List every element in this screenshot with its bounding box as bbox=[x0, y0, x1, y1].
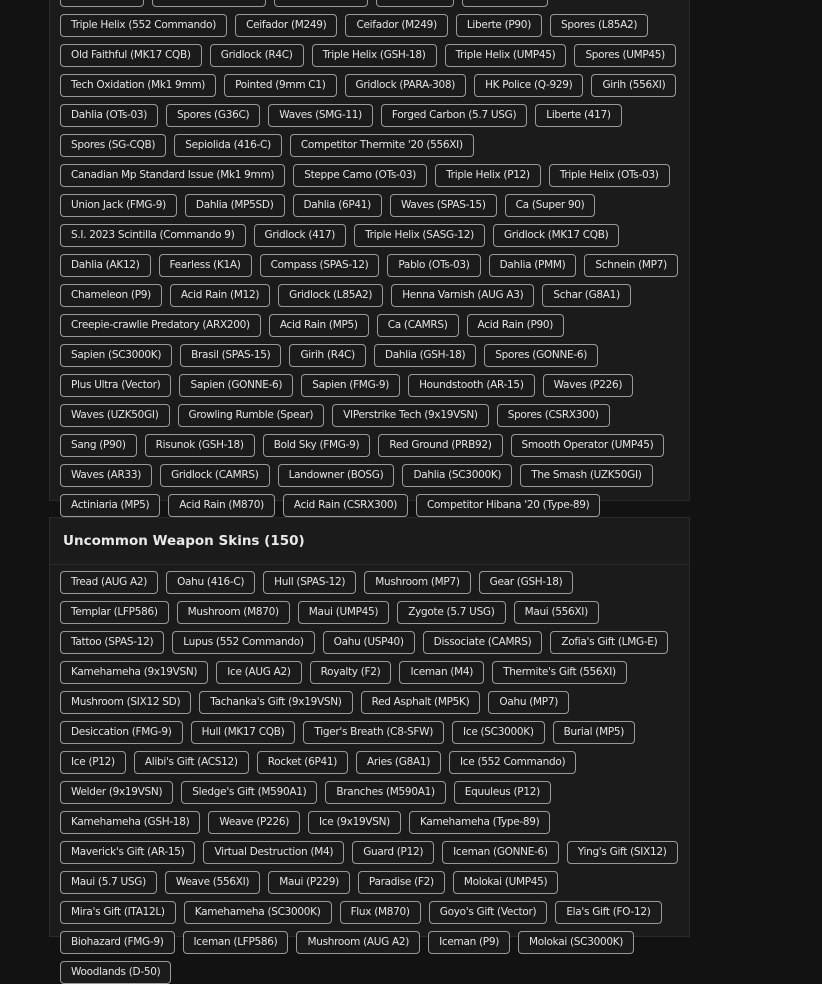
skin-chip[interactable]: Triple Helix (OTs-03) bbox=[549, 164, 670, 187]
skin-chip[interactable]: Woodlands (D-50) bbox=[60, 961, 171, 984]
skin-chip[interactable]: The Smash (UZK50GI) bbox=[520, 464, 652, 487]
skin-chip[interactable]: Mushroom (MP7) bbox=[364, 571, 470, 594]
skin-chip[interactable]: Iceman (GONNE-6) bbox=[442, 841, 559, 864]
skin-chip[interactable]: Bold Sky (FMG-9) bbox=[263, 434, 371, 457]
skin-chip[interactable]: Spores (SG-CQB) bbox=[60, 134, 166, 157]
skin-chip[interactable]: Liberte (P90) bbox=[456, 14, 542, 37]
skin-chip[interactable]: Sepiolida (416-C) bbox=[174, 134, 282, 157]
skin-chip[interactable]: Tachanka's Gift (9x19VSN) bbox=[199, 691, 352, 714]
skin-chip[interactable]: Welder (9x19VSN) bbox=[60, 781, 173, 804]
skin-chip[interactable]: Dahlia (GSH-18) bbox=[374, 344, 476, 367]
skin-chip[interactable]: Gridlock (R4C) bbox=[210, 44, 304, 67]
skin-chip[interactable]: Landowner (BOSG) bbox=[278, 464, 395, 487]
skin-chip[interactable]: Maverick's Gift (AR-15) bbox=[60, 841, 195, 864]
skin-chip[interactable]: Kamehameha (9x19VSN) bbox=[60, 661, 208, 684]
skin-chip[interactable]: Ca (CAMRS) bbox=[377, 314, 459, 337]
skin-chip[interactable]: Zofia's Gift (LMG-E) bbox=[550, 631, 668, 654]
skin-chip[interactable]: Pointed (9mm C1) bbox=[224, 74, 336, 97]
skin-chip[interactable]: Rocket (6P41) bbox=[257, 751, 348, 774]
skin-chip[interactable]: Chameleon (P9) bbox=[60, 284, 162, 307]
skin-chip[interactable]: Maui (5.7 USG) bbox=[60, 871, 157, 894]
skin-chip[interactable]: Waves (SPAS-15) bbox=[390, 194, 497, 217]
skin-chip[interactable]: Spores (G36C) bbox=[166, 104, 260, 127]
skin-chip[interactable]: Waves (SMG-11) bbox=[268, 104, 373, 127]
skin-chip[interactable]: Virtual Destruction (M4) bbox=[203, 841, 344, 864]
skin-chip[interactable]: Maui (UMP45) bbox=[298, 601, 389, 624]
skin-chip[interactable]: Mushroom (SIX12 SD) bbox=[60, 691, 191, 714]
skin-chip[interactable]: Union Jack (FMG-9) bbox=[60, 194, 177, 217]
skin-chip[interactable]: Tattoo (SPAS-12) bbox=[60, 631, 164, 654]
skin-chip[interactable]: Sapien (GONNE-6) bbox=[179, 374, 293, 397]
skin-chip[interactable]: Dahlia (AK12) bbox=[60, 254, 151, 277]
skin-chip[interactable]: Ying's Gift (SIX12) bbox=[567, 841, 678, 864]
skin-chip[interactable]: Forged Carbon (5.7 USG) bbox=[381, 104, 527, 127]
skin-chip[interactable]: VIPerstrike Tech (9x19VSN) bbox=[332, 404, 489, 427]
skin-chip[interactable]: Oahu (MP7) bbox=[488, 691, 569, 714]
skin-chip[interactable]: Sapien (FMG-9) bbox=[301, 374, 400, 397]
skin-chip[interactable]: Schnein (MP7) bbox=[584, 254, 677, 277]
skin-chip[interactable]: Waves (UZK50GI) bbox=[60, 404, 170, 427]
skin-chip[interactable]: Zygote (5.7 USG) bbox=[397, 601, 505, 624]
skin-chip[interactable]: Kamehameha (GSH-18) bbox=[60, 811, 200, 834]
skin-chip[interactable]: Triple Helix (SASG-12) bbox=[354, 224, 485, 247]
skin-chip[interactable]: Acid Rain (CSRX300) bbox=[283, 494, 408, 517]
skin-chip[interactable]: Sang (P90) bbox=[60, 434, 137, 457]
skin-chip[interactable] bbox=[462, 0, 548, 7]
skin-chip[interactable]: Ice (SC3000K) bbox=[452, 721, 545, 744]
skin-chip[interactable]: S.I. 2023 Scintilla (Commando 9) bbox=[60, 224, 246, 247]
skin-chip[interactable]: Acid Rain (M12) bbox=[170, 284, 270, 307]
skin-chip[interactable]: Oahu (416-C) bbox=[166, 571, 255, 594]
skin-chip[interactable]: Mushroom (AUG A2) bbox=[296, 931, 420, 954]
skin-chip[interactable]: Branches (M590A1) bbox=[325, 781, 445, 804]
skin-chip[interactable]: Biohazard (FMG-9) bbox=[60, 931, 175, 954]
skin-chip[interactable]: Ice (AUG A2) bbox=[216, 661, 301, 684]
skin-chip[interactable]: Weave (556XI) bbox=[165, 871, 260, 894]
skin-chip[interactable]: Compass (SPAS-12) bbox=[260, 254, 380, 277]
skin-chip[interactable]: Risunok (GSH-18) bbox=[145, 434, 255, 457]
skin-chip[interactable]: Dahlia (OTs-03) bbox=[60, 104, 158, 127]
skin-chip[interactable]: Ela's Gift (FO-12) bbox=[555, 901, 661, 924]
skin-chip[interactable]: Houndstooth (AR-15) bbox=[408, 374, 535, 397]
skin-chip[interactable]: Red Asphalt (MP5K) bbox=[361, 691, 481, 714]
skin-chip[interactable]: Steppe Camo (OTs-03) bbox=[293, 164, 427, 187]
skin-chip[interactable]: Old Faithful (MK17 CQB) bbox=[60, 44, 202, 67]
rare-skin-chip-list bbox=[50, 0, 689, 517]
skin-chip[interactable]: Kamehameha (SC3000K) bbox=[184, 901, 332, 924]
skin-chip[interactable]: Triple Helix (P12) bbox=[435, 164, 541, 187]
skin-chip[interactable]: Spores (GONNE-6) bbox=[484, 344, 598, 367]
skin-chip[interactable]: Gridlock (417) bbox=[254, 224, 347, 247]
skin-chip[interactable]: Gridlock (PARA-308) bbox=[345, 74, 467, 97]
skin-chip[interactable]: Henna Varnish (AUG A3) bbox=[391, 284, 534, 307]
uncommon-skin-chip-list bbox=[50, 565, 689, 984]
skin-chip[interactable]: Maui (556XI) bbox=[514, 601, 599, 624]
skin-chip[interactable]: Ceifador (M249) bbox=[345, 14, 447, 37]
skin-chip[interactable]: Plus Ultra (Vector) bbox=[60, 374, 171, 397]
skin-chip[interactable]: Mira's Gift (ITA12L) bbox=[60, 901, 176, 924]
skin-chip[interactable]: Liberte (417) bbox=[535, 104, 621, 127]
skin-chip[interactable]: Mushroom (M870) bbox=[177, 601, 290, 624]
skin-chip[interactable]: Schar (G8A1) bbox=[542, 284, 630, 307]
skin-chip[interactable]: Ceifador (M249) bbox=[235, 14, 337, 37]
skin-chip[interactable]: Ice (P12) bbox=[60, 751, 126, 774]
skin-chip[interactable]: Dahlia (SC3000K) bbox=[402, 464, 512, 487]
skin-chip[interactable]: Waves (AR33) bbox=[60, 464, 152, 487]
skin-chip[interactable]: Molokai (UMP45) bbox=[453, 871, 559, 894]
skin-chip[interactable]: Red Ground (PRB92) bbox=[378, 434, 502, 457]
skin-chip[interactable]: Paradise (F2) bbox=[358, 871, 445, 894]
skin-chip[interactable]: Competitor Thermite '20 (556XI) bbox=[290, 134, 474, 157]
skin-chip[interactable]: Molokai (SC3000K) bbox=[518, 931, 634, 954]
skin-chip[interactable]: Gridlock (L85A2) bbox=[278, 284, 383, 307]
skin-chip[interactable]: Brasil (SPAS-15) bbox=[180, 344, 281, 367]
skin-chip[interactable]: Dahlia (MP5SD) bbox=[185, 194, 285, 217]
skin-chip[interactable]: Girih (556XI) bbox=[591, 74, 676, 97]
skin-chip[interactable]: Spores (CSRX300) bbox=[497, 404, 610, 427]
skin-chip[interactable]: Iceman (M4) bbox=[399, 661, 484, 684]
skin-chip[interactable]: Canadian Mp Standard Issue (Mk1 9mm) bbox=[60, 164, 285, 187]
skin-chip[interactable]: Competitor Hibana '20 (Type-89) bbox=[416, 494, 600, 517]
skin-chip[interactable]: Sledge's Gift (M590A1) bbox=[181, 781, 317, 804]
section-title: Uncommon Weapon Skins (150) bbox=[50, 518, 689, 565]
skin-chip[interactable]: Aries (G8A1) bbox=[356, 751, 441, 774]
skin-chip[interactable]: Weave (P226) bbox=[208, 811, 300, 834]
skin-chip[interactable]: Guard (P12) bbox=[352, 841, 434, 864]
skin-chip[interactable]: Growling Rumble (Spear) bbox=[178, 404, 325, 427]
skin-chip[interactable]: Burial (MP5) bbox=[553, 721, 635, 744]
skin-chip[interactable]: Gear (GSH-18) bbox=[479, 571, 574, 594]
skin-chip[interactable]: HK Police (Q-929) bbox=[474, 74, 583, 97]
skin-chip[interactable]: Triple Helix (GSH-18) bbox=[312, 44, 437, 67]
skin-chip[interactable]: Dahlia (PMM) bbox=[489, 254, 577, 277]
skin-chip[interactable]: Spores (UMP45) bbox=[574, 44, 676, 67]
skin-chip[interactable]: Hull (MK17 CQB) bbox=[191, 721, 296, 744]
rare-weapon-skins-panel bbox=[49, 0, 690, 511]
skin-chip[interactable]: Pablo (OTs-03) bbox=[387, 254, 480, 277]
skin-chip[interactable]: Tiger's Breath (C8-SFW) bbox=[303, 721, 444, 744]
skin-chip[interactable] bbox=[60, 0, 144, 7]
skin-chip[interactable]: Ice (552 Commando) bbox=[449, 751, 576, 774]
skin-chip[interactable]: Oahu (USP40) bbox=[323, 631, 415, 654]
skin-chip[interactable]: Actiniaria (MP5) bbox=[60, 494, 160, 517]
skin-chip[interactable]: Acid Rain (MP5) bbox=[269, 314, 369, 337]
skin-chip[interactable]: Alibi's Gift (ACS12) bbox=[134, 751, 249, 774]
skin-chip[interactable] bbox=[152, 0, 267, 7]
skin-chip[interactable]: Triple Helix (552 Commando) bbox=[60, 14, 227, 37]
skin-chip[interactable] bbox=[274, 0, 367, 7]
skin-chip[interactable]: Smooth Operator (UMP45) bbox=[511, 434, 665, 457]
skin-chip[interactable]: Lupus (552 Commando) bbox=[172, 631, 314, 654]
skin-chip[interactable]: Desiccation (FMG-9) bbox=[60, 721, 183, 744]
skin-chip[interactable]: Templar (LFP586) bbox=[60, 601, 169, 624]
skin-chip[interactable]: Maui (P229) bbox=[268, 871, 350, 894]
skin-chip[interactable]: Flux (M870) bbox=[340, 901, 421, 924]
skin-chip[interactable]: Equuleus (P12) bbox=[454, 781, 551, 804]
skin-chip[interactable]: Ice (9x19VSN) bbox=[308, 811, 401, 834]
skin-chip[interactable]: Royalty (F2) bbox=[310, 661, 392, 684]
skin-chip[interactable]: Gridlock (CAMRS) bbox=[160, 464, 270, 487]
uncommon-weapon-skins-panel bbox=[49, 517, 690, 978]
skin-chip[interactable]: Acid Rain (P90) bbox=[467, 314, 565, 337]
skin-chip[interactable]: Creepie-crawlie Predatory (ARX200) bbox=[60, 314, 261, 337]
skin-chip[interactable]: Tread (AUG A2) bbox=[60, 571, 158, 594]
skin-chip[interactable]: Iceman (P9) bbox=[428, 931, 510, 954]
skin-chip[interactable]: Acid Rain (M870) bbox=[168, 494, 275, 517]
skin-chip[interactable]: Ca (Super 90) bbox=[505, 194, 596, 217]
skin-chip[interactable] bbox=[376, 0, 455, 7]
skin-chip[interactable]: Sapien (SC3000K) bbox=[60, 344, 172, 367]
skin-chip[interactable]: Waves (P226) bbox=[543, 374, 634, 397]
skin-chip[interactable]: Spores (L85A2) bbox=[550, 14, 648, 37]
skin-chip[interactable]: Hull (SPAS-12) bbox=[263, 571, 356, 594]
skin-chip[interactable]: Thermite's Gift (556XI) bbox=[492, 661, 627, 684]
skin-chip[interactable]: Fearless (K1A) bbox=[159, 254, 252, 277]
skin-chip[interactable]: Triple Helix (UMP45) bbox=[445, 44, 567, 67]
skin-chip[interactable]: Girih (R4C) bbox=[289, 344, 365, 367]
skin-chip[interactable]: Iceman (LFP586) bbox=[183, 931, 289, 954]
skin-chip[interactable]: Dissociate (CAMRS) bbox=[423, 631, 543, 654]
skin-chip[interactable]: Gridlock (MK17 CQB) bbox=[493, 224, 620, 247]
skin-chip[interactable]: Kamehameha (Type-89) bbox=[409, 811, 551, 834]
skin-chip[interactable]: Tech Oxidation (Mk1 9mm) bbox=[60, 74, 216, 97]
skin-chip[interactable]: Dahlia (6P41) bbox=[293, 194, 382, 217]
skin-chip[interactable]: Goyo's Gift (Vector) bbox=[429, 901, 548, 924]
